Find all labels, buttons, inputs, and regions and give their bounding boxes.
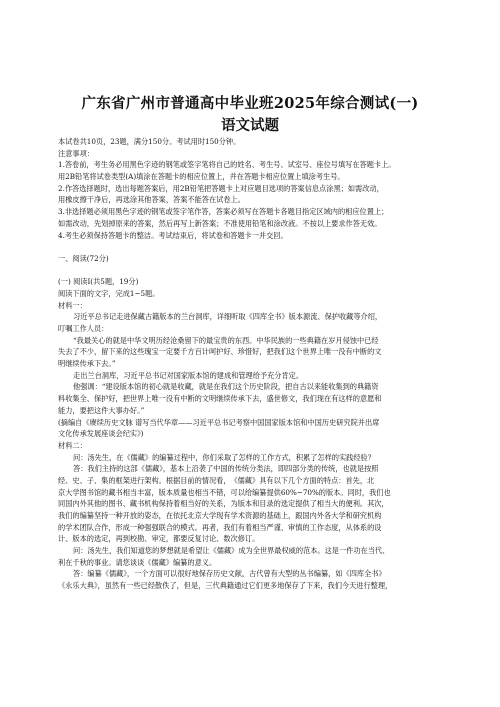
notice-heading: 注意事项： — [58, 148, 94, 158]
notice-line: 4.考生必须保持答题卡的整洁。考试结束后，将试卷和答题卡一并交回。 — [58, 230, 288, 240]
paragraph-line: 同国内外其他的图书、藏书机构保持着相当好的关系，为版本和目录的选定提供了相当大的便利。其次， — [58, 499, 389, 509]
paragraph-line: 京大学图书馆的藏书相当丰富，版本质量也相当不错，可以给编纂提供60%~70%的版本。同时，我们也 — [58, 487, 391, 497]
reading-instruction: 阅读下面的文字，完成1~5题。 — [58, 288, 160, 298]
paragraph-line: 走出兰台洞库，习近平总书记对国家版本馆的建成和管理给予充分肯定。 — [73, 370, 304, 380]
notice-line: 1.答卷前，考生务必用黑色字迹的钢笔或签字笔将自己的姓名、考生号、试室号、座位号填写在答题卡上。 — [58, 160, 396, 170]
material2-label: 材料二： — [58, 440, 87, 450]
exam-title: 广东省广州市普通高中毕业班2025年综合测试(一) — [81, 95, 419, 112]
paragraph-line: 答：我们主持的这部《儒藏》，基本上沿袭了中国的传统分类法，即四部分类的传统，也就是按照 — [73, 464, 379, 474]
paragraph-line: 叮嘱工作人员： — [58, 324, 109, 333]
material1-text — [58, 311, 500, 440]
notice-line: 如需改动，先划掉原来的答案，然后再写上新答案；不准使用铅笔和涂改液。不按以上要求作答无效。 — [58, 218, 382, 228]
paragraph-line: 失去了不少，留下来的这些瑰宝一定要千方百计呵护好、珍惜好，把我们这个世界上唯一没有中断的文 — [58, 347, 382, 357]
paragraph-line: 《永乐大典》，虽然有一些已经散佚了，但是，三代典籍通过它们更多地保存了下来，我们今天进行整理， — [58, 581, 393, 591]
source-note: (摘编自《赓续历史文脉 谱写当代华章——习近平总书记考察中国国家版本馆和中国历史研究院并出席 — [58, 417, 380, 427]
source-note: 文化传承发展座谈会纪实》) — [58, 429, 144, 439]
exam-subtitle: 语文试题 — [221, 117, 279, 134]
paragraph-line: 问：汤先生，在《儒藏》的编纂过程中，你们采取了怎样的工作方式，积累了怎样的实践经验？ — [73, 452, 375, 462]
exam-intro: 本试卷共10页，23题，满分150分。考试用时150分钟。 — [58, 137, 241, 146]
notice-line: 2.作答选择题时，选出每题答案后，用2B铅笔把答题卡上对应题目选项的答案信息点涂黑；如需改动， — [58, 183, 384, 193]
paragraph-line: 习近平总书记走进保藏古籍版本的兰台洞库，详细听取《四库全书》版本源流、保护收藏等介绍， — [73, 312, 383, 322]
paragraph-line: 他强调：“建设版本馆的初心就是收藏，就是在我们这个历史阶段，把自古以来能收集到的典籍资 — [73, 382, 379, 392]
paragraph-line: 我们的编纂坚持一种开放的姿态，在依托北京大学现有学术资源的基础上，跟国内外各大学和研究机构 — [58, 511, 382, 520]
notice-line: 用橡皮擦干净后，再选涂其他答案，答案不能答在试卷上。 — [58, 195, 245, 205]
paragraph-line: 问：汤先生，我们知道您的梦想就是希望让《儒藏》成为全世界最权威的范本。这是一件功在当代、 — [73, 546, 390, 556]
section-heading: 一、阅读(72分) — [58, 253, 109, 263]
notice-line: 用2B铅笔将试卷类型(A)填涂在答题卡的相应位置上，并在答题卡相应位置上填涂考生号。 — [58, 172, 345, 182]
paragraph-line: 的学术团队合作，形成一种强强联合的模式。再者，我们有着相当严谨、审慎的工作态度，从体系的设 — [58, 522, 382, 532]
paragraph-line: 计、版本的选定，再到校勘、审定，都要反复讨论、数次修订。 — [58, 534, 260, 544]
paragraph-line: 料收集全、保护好，把世界上唯一没有中断的文明继续传承下去，盛世修文，我们现在有这样的意愿和 — [58, 394, 382, 404]
part-heading: (一) 阅读Ⅰ(共5题，19分) — [58, 277, 139, 287]
paragraph-line: 经、史、子、集的框架进行架构。根据目前的情况看， 《儒藏》具有以下几个方面的特点：首先，北 — [58, 475, 375, 485]
notice-list — [58, 159, 500, 241]
paragraph-line: 明继续传承下去。” — [58, 359, 116, 369]
exam-body — [58, 136, 500, 592]
paragraph-line: 答：编纂《儒藏》，一个方面可以很好地保存历史文献，古代曾有大型的丛书编纂，如《四库全书》 — [73, 569, 386, 579]
paragraph-line: 利在千秋的事业。请您谈谈《儒藏》编纂的意义。 — [58, 557, 217, 567]
paragraph-line: “我最关心的就是中华文明历经沧桑留下的最宝贵的东西。中华民族的一些典籍在岁月侵蚀中已经 — [73, 335, 379, 345]
paragraph-line: 能力，要把这件大事办好。” — [58, 405, 145, 415]
notice-line: 3.非选择题必须用黑色字迹的钢笔或签字笔作答，答案必须写在答题卡各题目指定区域内的相应位置上； — [58, 207, 389, 217]
material1-label: 材料一： — [58, 300, 87, 310]
material2-text — [58, 452, 500, 592]
